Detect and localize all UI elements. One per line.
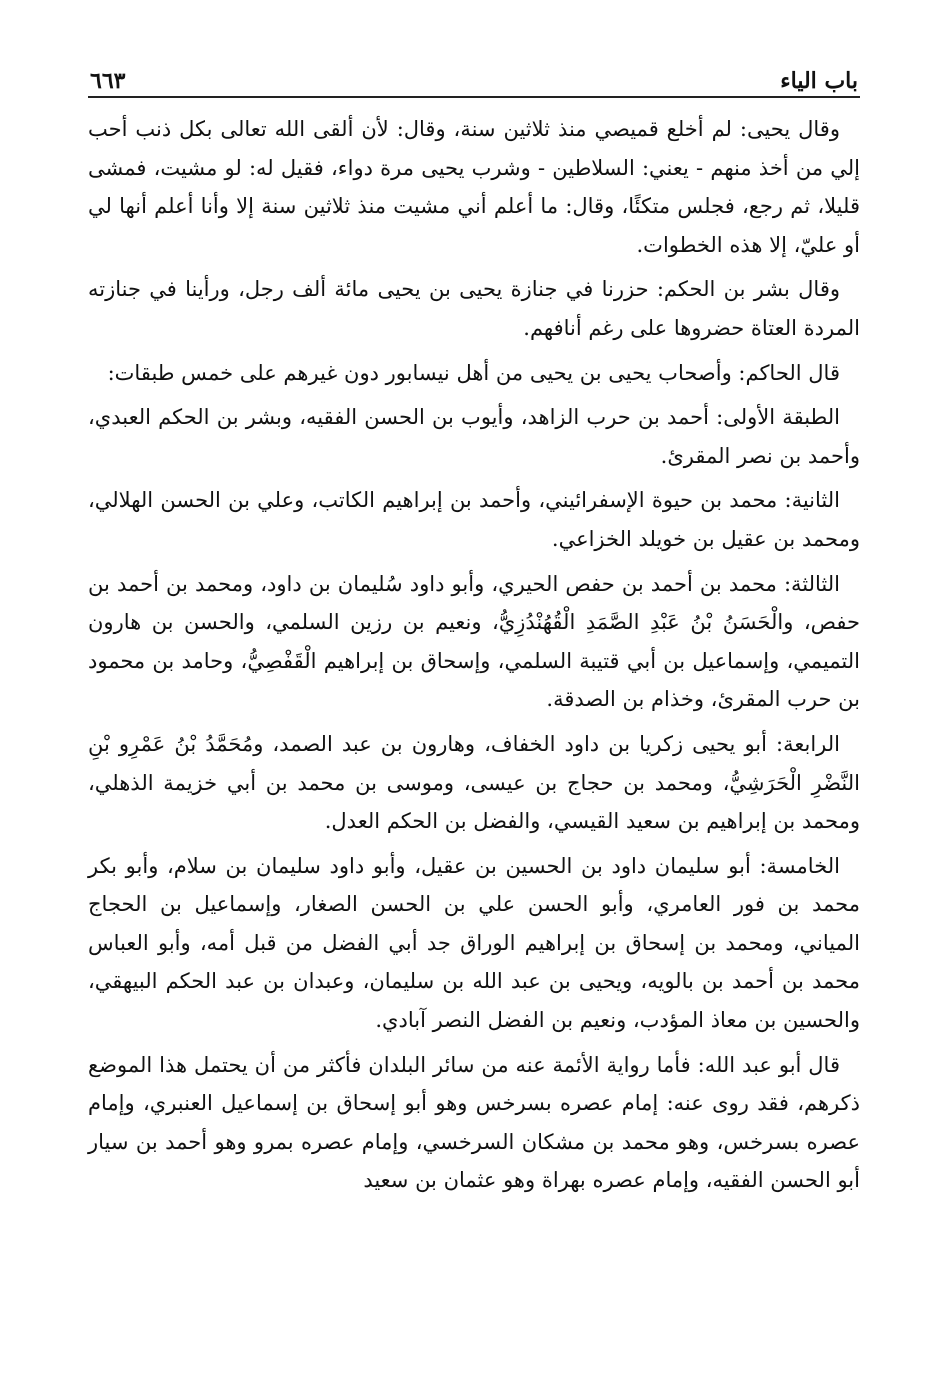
chapter-title: باب الياء: [780, 68, 858, 94]
paragraph-first-tier: الطبقة الأولى: أحمد بن حرب الزاهد، وأيوب بن الحسن الفقيه، وبشر بن الحكم العبدي، وأحمد بن نصر المقرئ.: [88, 405, 860, 468]
paragraph-funeral: وقال بشر بن الحكم: حزرنا في جنازة يحيى بن يحيى مائة ألف رجل، ورأينا في جنازته المردة العتاة حضروها على رغم أنافهم.: [88, 277, 860, 340]
running-header: [88, 52, 860, 98]
main-text: [88, 110, 860, 1200]
paragraph-fourth-tier: الرابعة: أبو يحيى زكريا بن داود الخفاف، وهارون بن عبد الصمد، ومُحَمَّدُ بْنُ عَمْرِو بْنِ النَّضْرِ الْحَرَشِيُّ، ومحمد بن حجاج بن عيسى، وموسى بن محمد بن أبي خزيمة الذهلي، ومحمد بن إبراهيم بن سعيد القيسي، والفضل بن الحكم العدل.: [88, 731, 860, 834]
paragraph-imams-narration: قال أبو عبد الله: فأما رواية الأئمة عنه من سائر البلدان فأكثر من أن يحتمل هذا الموضع ذكرهم، فقد روى عنه: إمام عصره بسرخس وهو أبو إسحاق بن إسماعيل العنبري، وإمام عصره بسرخس، وهو محمد بن مشكان السرخسي، وإمام عصره بمرو وهو أحمد بن سيار أبو الحسن الفقيه، وإمام عصره بهراة وهو عثمان بن سعيد: [88, 1052, 860, 1193]
paragraph-third-tier: الثالثة: محمد بن أحمد بن حفص الحيري، وأبو داود سُليمان بن داود، ومحمد بن أحمد بن حفص، والْحَسَنُ بْنُ عَبْدِ الصَّمَدِ الْقُهُنْدُزِيُّ، ونعيم بن رزين السلمي، والحسن بن هارون التميمي، وإسماعيل بن أبي قتيبة السلمي، وإسحاق بن إبراهيم الْقَفْصِيُّ، وحامد بن محمود بن حرب المقرئ، وخذام بن الصدقة.: [88, 571, 860, 712]
paragraph-hakim-intro: قال الحاكم: وأصحاب يحيى بن يحيى من أهل نيسابور دون غيرهم على خمس طبقات:: [107, 360, 840, 385]
paragraph-yahya-sayings: وقال يحيى: لم أخلع قميصي منذ ثلاثين سنة، وقال: لأن ألقى الله تعالى بكل ذنب أحب إلي من أخذ منهم - يعني: السلاطين - وشرب يحيى مرة دواء، فقيل له: لو مشيت، فمشى قليلا، ثم رجع، فجلس متكئًا، وقال: ما أعلم أني مشيت منذ ثلاثين سنة إلا وأنا أعلم أنها لي أو عليّ، إلا هذه الخطوات.: [88, 117, 860, 257]
paragraph-fifth-tier: الخامسة: أبو سليمان داود بن الحسين بن عقيل، وأبو داود سليمان بن سلام، وأبو بكر محمد بن فور العامري، وأبو الحسن علي بن الحسن الصغار، وإسماعيل بن الحجاج المياني، ومحمد بن إسحاق بن إبراهيم الوراق جد أبي الفضل من قبل أمه، وأبو العباس محمد بن أحمد بن بالويه، ويحيى بن عبد الله بن سليمان، وعبدان بن عبد الحكم البيهقي، والحسين بن معاذ المؤدب، ونعيم بن الفضل النصر آبادي.: [88, 853, 860, 1033]
page-number: ٦٦٣: [90, 68, 126, 94]
paragraph-second-tier: الثانية: محمد بن حيوة الإسفرائيني، وأحمد بن إبراهيم الكاتب، وعلي بن الحسن الهلالي، ومحمد بن عقيل بن خويلد الخزاعي.: [88, 488, 860, 551]
book-page: [88, 52, 860, 1200]
